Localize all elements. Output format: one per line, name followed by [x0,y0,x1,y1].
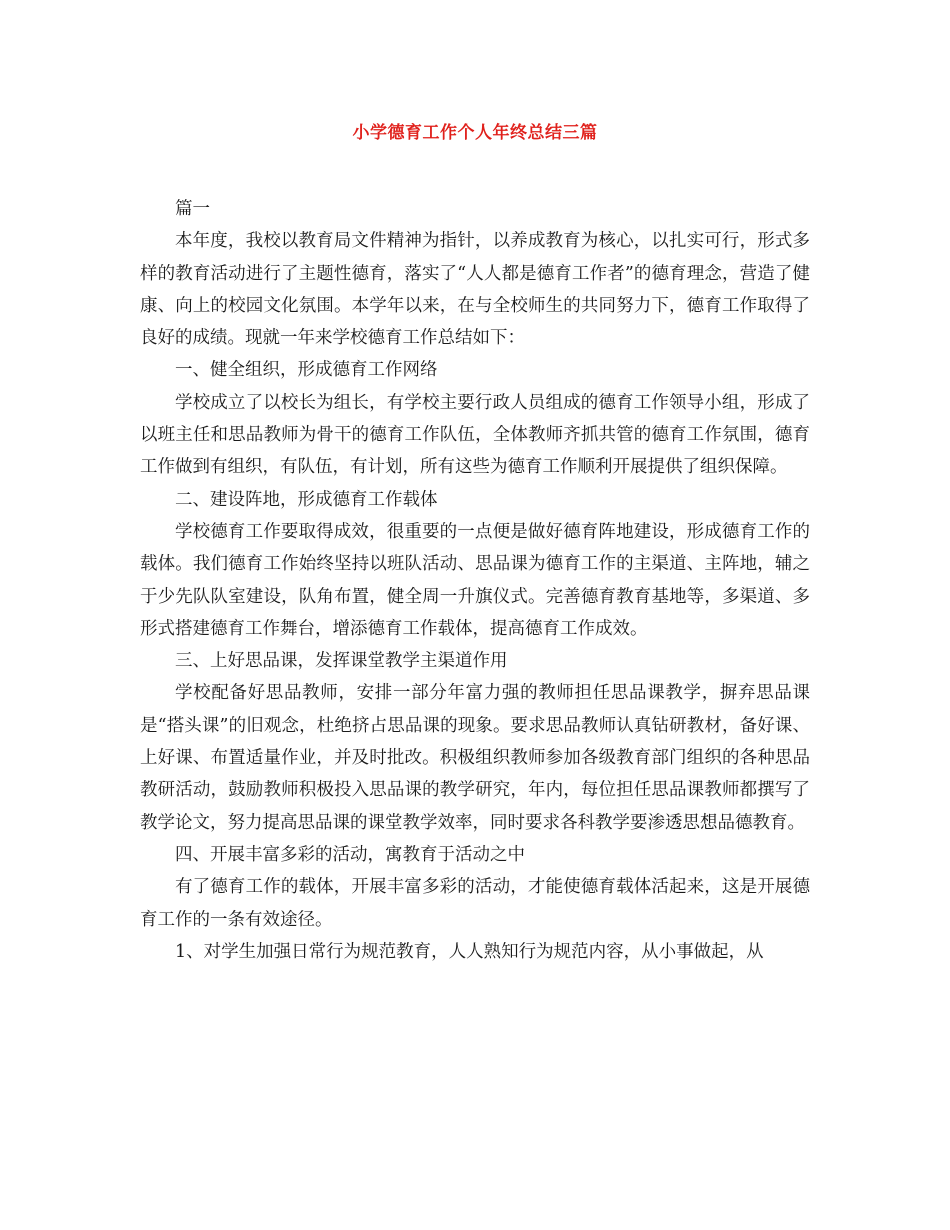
section-heading: 二、建设阵地，形成德育工作载体 [175,489,438,510]
section-heading: 三、上好思品课，发挥课堂教学主渠道作用 [175,651,508,672]
section-heading: 四、开展丰富多彩的活动，寓教育于活动之中 [175,844,525,865]
body-paragraph: 有了德育工作的载体，开展丰富多彩的活动，才能使德育载体活起来，这是开展德育工作的一条有效途径。 [140,877,810,930]
body-paragraph: 1、对学生加强日常行为规范教育，人人熟知行为规范内容，从小事做起，从 [175,941,764,962]
section-label: 篇一 [175,199,210,219]
body-paragraph: 学校配备好思品教师，安排一部分年富力强的教师担任思品课教学，摒弃思品课是“搭头课”的旧观念，杜绝挤占思品课的现象。要求思品教师认真钻研教材，备好课、上好课、布置适量作业，并及时批改。积极组织教师参加各级教育部门组织的各种思品教研活动，鼓励教师积极投入思品课的教学研究，年内，每位担任思品课教师都撰写了教学论文，努力提高思品课的课堂教学效率，同时要求各科教学要渗透思想品德教育。 [140,683,810,833]
document-title: 小学德育工作个人年终总结三篇 [352,123,598,143]
body-paragraph: 学校德育工作要取得成效，很重要的一点便是做好德育阵地建设，形成德育工作的载体。我们德育工作始终坚持以班队活动、思品课为德育工作的主渠道、主阵地，辅之于少先队队室建设，队角布置，健全周一升旗仪式。完善德育教育基地等，多渠道、多形式搭建德育工作舞台，增添德育工作载体，提高德育工作成效。 [140,521,810,639]
section-heading: 一、健全组织，形成德育工作网络 [175,360,438,381]
document-body [140,193,810,968]
body-paragraph: 本年度，我校以教育局文件精神为指针，以养成教育为核心，以扎实可行，形式多样的教育活动进行了主题性德育，落实了“人人都是德育工作者”的德育理念，营造了健康、向上的校园文化氛围。本学年以来，在与全校师生的共同努力下，德育工作取得了良好的成绩。现就一年来学校德育工作总结如下： [140,231,810,349]
body-paragraph: 学校成立了以校长为组长，有学校主要行政人员组成的德育工作领导小组，形成了以班主任和思品教师为骨干的德育工作队伍，全体教师齐抓共管的德育工作氛围，德育工作做到有组织，有队伍，有计划，所有这些为德育工作顺利开展提供了组织保障。 [140,392,810,478]
